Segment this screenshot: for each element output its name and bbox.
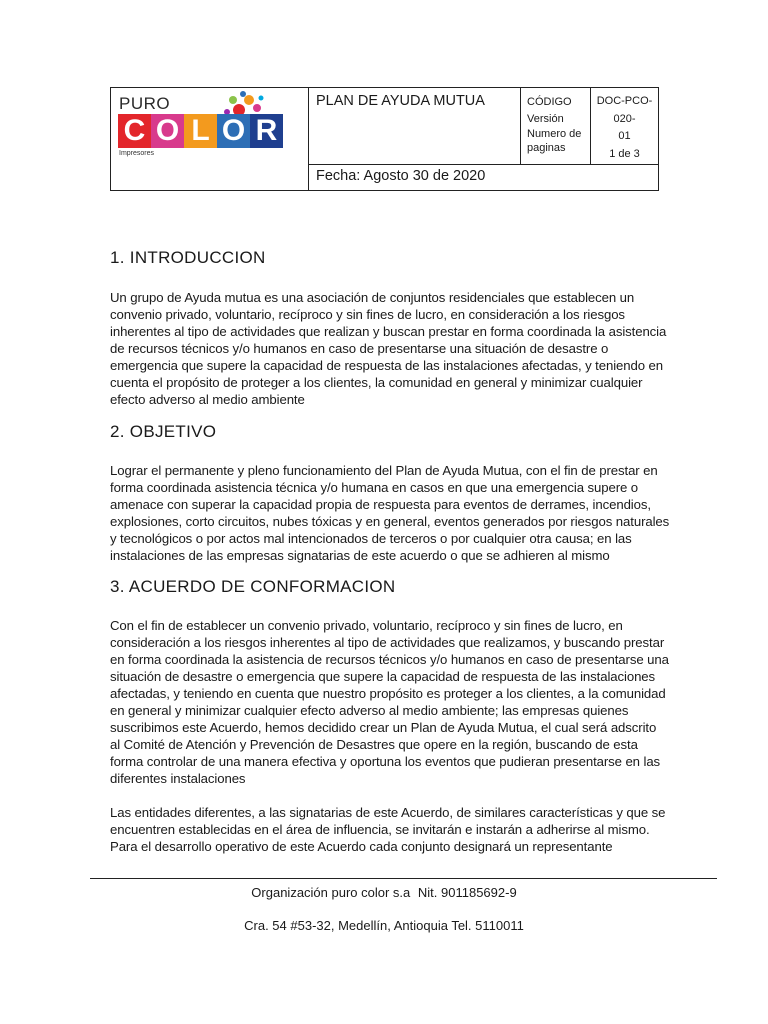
footer-address: Cra. 54 #53-32, Medellín, Antioquia Tel. 5110011 [244,918,524,933]
meta-label-version: Versión [527,113,564,126]
section-objetivo [110,422,670,564]
logo-sub-text: Impresores [119,150,155,157]
section-body: Lograr el permanente y pleno funcionamiento del Plan de Ayuda Mutua, con el fin de prestar en forma coordinada asistencia técnica y/o humana en casos en que una emergencia supere o amenace con superar la capacidad propia de respuesta para eventos de derrames, incendios, explosiones, corto circuitos, nubes tóxicas y en general, eventos generados por riesgos naturales y tecnológicos o por actos mal intencionados de terceros o por cualquier otra causa; en las instalaciones de las empresas signatarias de este acuerdo o que se adhieren al mismo [110,463,670,563]
document-title [309,88,521,165]
logo-cell [111,88,309,191]
document-date-text: Fecha: Agosto 30 de 2020 [316,167,486,184]
code-value: DOC-PCO- [596,95,653,107]
logo-letter: C [118,114,151,148]
section-body-continued: Las entidades diferentes, a las signatarias de este Acuerdo, de similares características y que se encuentren establecidas en el área de influencia, se invitarán e instarán a adherirse al mismo. Para el desarrollo operativo de este Acuerdo cada conjunto designará un representante [110,805,666,854]
footer-divider [90,878,717,879]
code-value: 020- [613,112,636,125]
meta-label-codigo: CÓDIGO [527,96,572,108]
document-title-text: PLAN DE AYUDA MUTUA [316,93,485,109]
document-date [309,164,659,190]
logo-letter: O [217,114,250,148]
logo-top-text: PURO [119,94,171,113]
section-body: Con el fin de establecer un convenio privado, voluntario, recíproco y sin fines de lucro, en consideración a los riesgos inherentes al tipo de actividades que realizamos, y buscando prestar en forma coordinada la asistencia de recursos técnicos y/o humanos en caso de presentarse una situación de desastre o emergencia que supere la capacidad de respuesta de las instalaciones afectadas, y teniendo en cuenta que nuestro propósito es proteger a los clientes, a la comunidad en general y minimizar cualquier efecto adverso al medio ambiente; las empresas quienes suscribimos este Acuerdo, hemos decidido crear un Plan de Ayuda Mutua, el cual será adscrito al Comité de Atención y Prevención de Desastres que opere en la región, buscando de esta forma controlar de una manera efectiva y oportuna los eventos que pudieran presentarse en las diferentes instalaciones [110,618,669,786]
logo-wordmark [118,114,283,148]
footer-org-name: Organización puro color s.a [251,885,411,900]
section-heading: 1. INTRODUCCION [110,248,266,267]
document-header [110,87,659,191]
meta-label-paginas: Numero de paginas [527,128,582,154]
section-acuerdo [110,577,670,855]
section-introduccion [110,248,670,408]
section-body: Un grupo de Ayuda mutua es una asociación de conjuntos residenciales que establecen un convenio privado, voluntario, recíproco y sin fines de lucro, en consideración a los riesgos inherentes al tipo de actividades que realizan y buscan prestar en forma coordinada la asistencia de recursos técnicos y/o humanos en caso de presentarse una situación de desastre o emergencia que supere la capacidad de respuesta de las instalaciones afectadas, y teniendo en cuenta el propósito de proteger a los clientes, la comunidad en general y minimizar cualquier efecto adverso al medio ambiente [110,290,667,407]
footer-nit: Nit. 901185692-9 [417,885,517,900]
code-values-cell [591,88,659,165]
section-heading: 3. ACUERDO DE CONFORMACION [110,577,396,596]
section-heading: 2. OBJETIVO [110,422,217,441]
logo-letter: R [250,114,283,148]
logo-letter: O [151,114,184,148]
footer-org [0,885,768,900]
meta-labels-cell [521,88,591,165]
logo-letter: L [184,114,217,148]
page-count-value: 1 de 3 [609,147,640,160]
version-value: 01 [618,130,631,143]
